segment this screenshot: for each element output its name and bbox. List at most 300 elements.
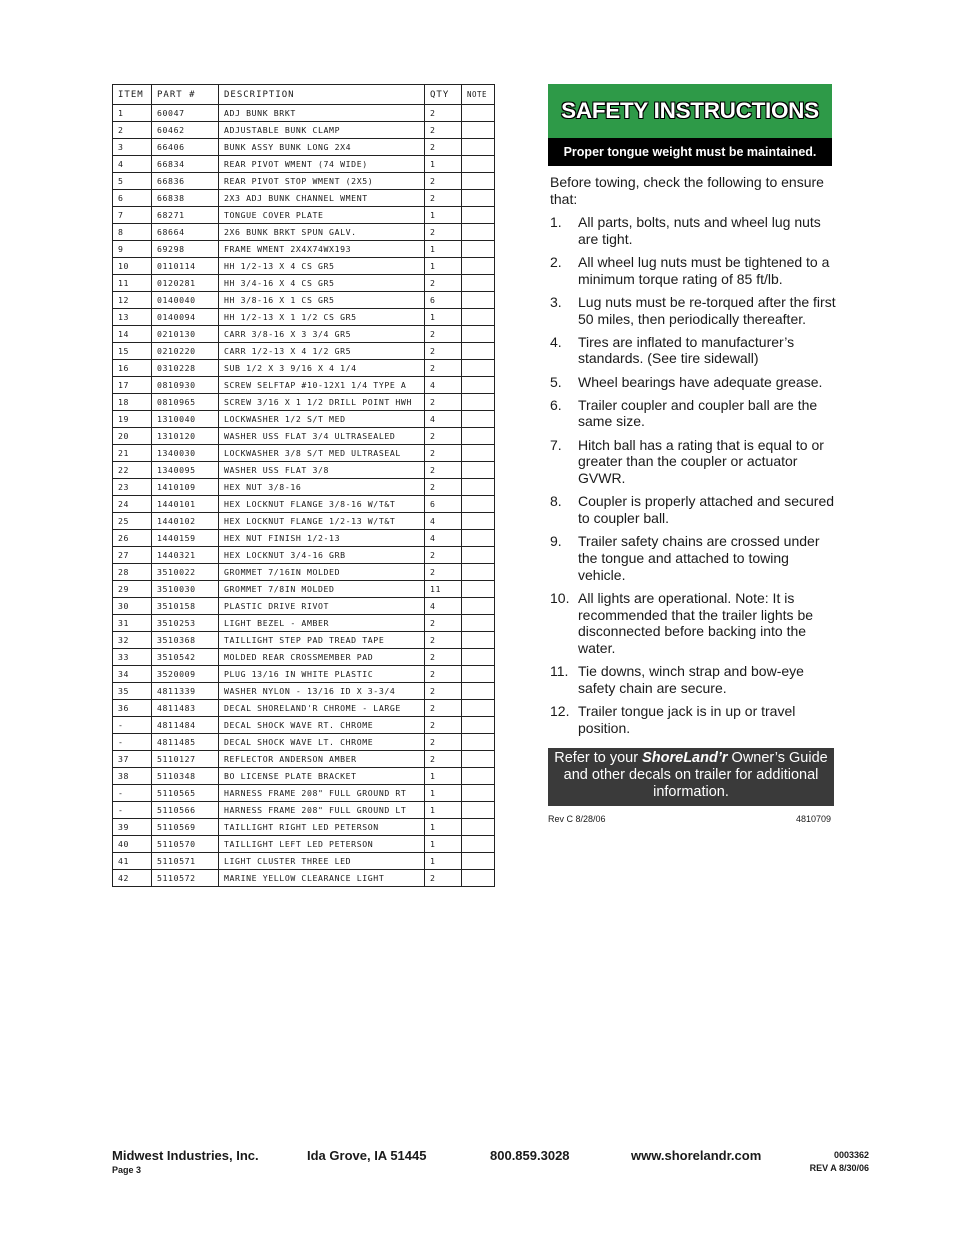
qty-cell: 2 — [425, 462, 462, 479]
note-cell — [462, 598, 495, 615]
item-cell: 2 — [113, 122, 152, 139]
table-row — [113, 751, 495, 768]
note-cell — [462, 411, 495, 428]
item-cell: 41 — [113, 853, 152, 870]
item-cell: 10 — [113, 258, 152, 275]
list-item-number: 6. — [550, 396, 562, 413]
item-cell: - — [113, 717, 152, 734]
description-cell: HEX LOCKNUT 3/4-16 GRB — [219, 547, 425, 564]
item-cell: 27 — [113, 547, 152, 564]
part-number-cell: 1340095 — [152, 462, 219, 479]
description-cell: PLASTIC DRIVE RIVOT — [219, 598, 425, 615]
note-cell — [462, 394, 495, 411]
list-item-text: Coupler is properly attached and secured to coupler ball. — [578, 493, 835, 527]
part-number-cell: 0110114 — [152, 258, 219, 275]
description-cell: LIGHT CLUSTER THREE LED — [219, 853, 425, 870]
table-row — [113, 224, 495, 241]
table-row — [113, 530, 495, 547]
note-cell — [462, 615, 495, 632]
item-cell: 33 — [113, 649, 152, 666]
safety-subtitle: Proper tongue weight must be maintained. — [548, 138, 832, 166]
description-cell: HEX NUT FINISH 1/2-13 — [219, 530, 425, 547]
description-cell: 2X6 BUNK BRKT SPUN GALV. — [219, 224, 425, 241]
part-number-cell: 60047 — [152, 105, 219, 122]
note-cell — [462, 292, 495, 309]
table-row — [113, 377, 495, 394]
part-number-cell: 0120281 — [152, 275, 219, 292]
footer-doc-code: 0003362 — [833, 1150, 869, 1160]
footer-page-number: Page 3 — [112, 1165, 142, 1175]
note-cell — [462, 445, 495, 462]
item-cell: 29 — [113, 581, 152, 598]
item-cell: 30 — [113, 598, 152, 615]
part-number-cell: 1440321 — [152, 547, 219, 564]
qty-cell: 2 — [425, 190, 462, 207]
list-item — [550, 437, 840, 487]
description-cell: HEX LOCKNUT FLANGE 1/2-13 W/T&T — [219, 513, 425, 530]
description-cell: DECAL SHORELAND'R CHROME - LARGE — [219, 700, 425, 717]
note-cell — [462, 139, 495, 156]
footer-doc-revision: REV A 8/30/06 — [809, 1163, 869, 1173]
part-number-cell: 4811483 — [152, 700, 219, 717]
parts-table-body — [113, 105, 495, 887]
owner-guide-note — [548, 748, 834, 806]
item-cell: 22 — [113, 462, 152, 479]
qty-cell: 2 — [425, 343, 462, 360]
description-cell: SCREW 3/16 X 1 1/2 DRILL POINT HWH — [219, 394, 425, 411]
part-number-cell: 66838 — [152, 190, 219, 207]
item-cell: 7 — [113, 207, 152, 224]
qty-cell: 11 — [425, 581, 462, 598]
part-number-cell: 66406 — [152, 139, 219, 156]
footer-phone: 800.859.3028 — [490, 1148, 570, 1163]
qty-cell: 2 — [425, 122, 462, 139]
part-number-cell: 1310040 — [152, 411, 219, 428]
part-number-cell: 0210220 — [152, 343, 219, 360]
part-number-cell: 4811484 — [152, 717, 219, 734]
part-number-cell: 5110569 — [152, 819, 219, 836]
part-number-cell: 5110566 — [152, 802, 219, 819]
part-number-cell: 1440159 — [152, 530, 219, 547]
qty-cell: 2 — [425, 479, 462, 496]
part-number-cell: 0140040 — [152, 292, 219, 309]
description-cell: ADJUSTABLE BUNK CLAMP — [219, 122, 425, 139]
item-cell: 3 — [113, 139, 152, 156]
table-row — [113, 122, 495, 139]
item-cell: 32 — [113, 632, 152, 649]
qty-cell: 2 — [425, 615, 462, 632]
qty-cell: 2 — [425, 326, 462, 343]
table-row — [113, 496, 495, 513]
item-cell: 26 — [113, 530, 152, 547]
safety-intro: Before towing, check the following to ensure that: — [550, 174, 824, 207]
header-note: NOTE — [462, 85, 495, 105]
list-item-number: 4. — [550, 333, 562, 350]
qty-cell: 2 — [425, 428, 462, 445]
part-number-cell: 5110572 — [152, 870, 219, 887]
list-item-number: 1. — [550, 214, 562, 230]
item-cell: 5 — [113, 173, 152, 190]
part-number-cell: 68664 — [152, 224, 219, 241]
qty-cell: 2 — [425, 666, 462, 683]
description-cell: HH 1/2-13 X 1 1/2 CS GR5 — [219, 309, 425, 326]
table-row — [113, 700, 495, 717]
note-cell — [462, 768, 495, 785]
qty-cell: 2 — [425, 547, 462, 564]
description-cell: TAILLIGHT STEP PAD TREAD TAPE — [219, 632, 425, 649]
part-number-cell: 5110571 — [152, 853, 219, 870]
table-row — [113, 819, 495, 836]
list-item-number: 12. — [550, 703, 570, 720]
list-item-text: Tie downs, winch strap and bow-eye safety chain are secure. — [578, 663, 804, 697]
part-number-cell: 1410109 — [152, 479, 219, 496]
note-cell — [462, 513, 495, 530]
note-cell — [462, 428, 495, 445]
description-cell: HH 1/2-13 X 4 CS GR5 — [219, 258, 425, 275]
item-cell: 20 — [113, 428, 152, 445]
note-cell — [462, 853, 495, 870]
part-number-cell: 0310228 — [152, 360, 219, 377]
item-cell: - — [113, 785, 152, 802]
note-cell — [462, 683, 495, 700]
description-cell: GROMMET 7/16IN MOLDED — [219, 564, 425, 581]
qty-cell: 2 — [425, 173, 462, 190]
decal-part-number: 4810709 — [796, 814, 832, 824]
table-row — [113, 190, 495, 207]
list-item-number: 7. — [550, 436, 562, 453]
description-cell: 2X3 ADJ BUNK CHANNEL WMENT — [219, 190, 425, 207]
item-cell: 9 — [113, 241, 152, 258]
part-number-cell: 5110570 — [152, 836, 219, 853]
part-number-cell: 60462 — [152, 122, 219, 139]
note-cell — [462, 802, 495, 819]
part-number-cell: 1310120 — [152, 428, 219, 445]
item-cell: 18 — [113, 394, 152, 411]
table-row — [113, 326, 495, 343]
item-cell: - — [113, 802, 152, 819]
part-number-cell: 3510158 — [152, 598, 219, 615]
qty-cell: 1 — [425, 156, 462, 173]
list-item-number: 11. — [550, 663, 569, 680]
qty-cell: 4 — [425, 530, 462, 547]
table-row — [113, 258, 495, 275]
note-cell — [462, 479, 495, 496]
note-cell — [462, 343, 495, 360]
list-item — [550, 214, 840, 248]
list-item — [550, 397, 840, 431]
description-cell: WASHER USS FLAT 3/8 — [219, 462, 425, 479]
table-row — [113, 411, 495, 428]
decal-revision: Rev C 8/28/06 — [548, 814, 606, 824]
list-item — [550, 294, 840, 328]
qty-cell: 1 — [425, 768, 462, 785]
list-item-number: 3. — [550, 293, 562, 310]
list-item — [550, 493, 840, 527]
note-cell — [462, 785, 495, 802]
qty-cell: 2 — [425, 751, 462, 768]
item-cell: 37 — [113, 751, 152, 768]
footer-company: Midwest Industries, Inc. — [112, 1148, 259, 1163]
description-cell: DECAL SHOCK WAVE LT. CHROME — [219, 734, 425, 751]
qty-cell: 1 — [425, 241, 462, 258]
part-number-cell: 3520009 — [152, 666, 219, 683]
table-row — [113, 173, 495, 190]
table-row — [113, 683, 495, 700]
item-cell: 4 — [113, 156, 152, 173]
header-item: ITEM — [113, 85, 152, 105]
footer-address: Ida Grove, IA 51445 — [307, 1148, 427, 1163]
description-cell: PLUG 13/16 IN WHITE PLASTIC — [219, 666, 425, 683]
description-cell: REAR PIVOT WMENT (74 WIDE) — [219, 156, 425, 173]
qty-cell: 1 — [425, 836, 462, 853]
table-row — [113, 343, 495, 360]
description-cell: MARINE YELLOW CLEARANCE LIGHT — [219, 870, 425, 887]
part-number-cell: 66836 — [152, 173, 219, 190]
qty-cell: 1 — [425, 258, 462, 275]
description-cell: SUB 1/2 X 3 9/16 X 4 1/4 — [219, 360, 425, 377]
part-number-cell: 3510253 — [152, 615, 219, 632]
table-row — [113, 462, 495, 479]
qty-cell: 4 — [425, 377, 462, 394]
note-cell — [462, 258, 495, 275]
note-cell — [462, 649, 495, 666]
description-cell: ADJ BUNK BRKT — [219, 105, 425, 122]
item-cell: 13 — [113, 309, 152, 326]
note-cell — [462, 700, 495, 717]
item-cell: - — [113, 734, 152, 751]
qty-cell: 2 — [425, 224, 462, 241]
table-row — [113, 564, 495, 581]
part-number-cell: 1440101 — [152, 496, 219, 513]
note-cell — [462, 173, 495, 190]
header-part-number: PART # — [152, 85, 219, 105]
note-cell — [462, 377, 495, 394]
qty-cell: 2 — [425, 275, 462, 292]
description-cell: DECAL SHOCK WAVE RT. CHROME — [219, 717, 425, 734]
item-cell: 42 — [113, 870, 152, 887]
list-item-text: Lug nuts must be re-torqued after the first 50 miles, then periodically thereafter. — [578, 293, 836, 327]
list-item-text: All wheel lug nuts must be tightened to a minimum torque rating of 85 ft/lb. — [578, 253, 830, 287]
note-cell — [462, 666, 495, 683]
note-cell — [462, 360, 495, 377]
list-item-text: All lights are operational. Note: It is recommended that the trailer lights be disconnected before backing into the water. — [578, 589, 814, 657]
item-cell: 16 — [113, 360, 152, 377]
item-cell: 40 — [113, 836, 152, 853]
part-number-cell: 0810965 — [152, 394, 219, 411]
qty-cell: 4 — [425, 411, 462, 428]
table-row — [113, 853, 495, 870]
part-number-cell: 3510030 — [152, 581, 219, 598]
description-cell: REAR PIVOT STOP WMENT (2X5) — [219, 173, 425, 190]
item-cell: 14 — [113, 326, 152, 343]
list-item — [550, 374, 840, 391]
owner-note-suffix: Owner’s Guide and other decals on trailer for additional information. — [563, 750, 828, 800]
note-cell — [462, 224, 495, 241]
qty-cell: 2 — [425, 870, 462, 887]
list-item-number: 9. — [550, 533, 562, 550]
parts-table — [112, 84, 495, 887]
note-cell — [462, 190, 495, 207]
note-cell — [462, 530, 495, 547]
note-cell — [462, 751, 495, 768]
table-row — [113, 309, 495, 326]
description-cell: HARNESS FRAME 208" FULL GROUND LT — [219, 802, 425, 819]
table-row — [113, 207, 495, 224]
note-cell — [462, 717, 495, 734]
table-row — [113, 394, 495, 411]
part-number-cell: 0210130 — [152, 326, 219, 343]
qty-cell: 2 — [425, 139, 462, 156]
description-cell: MOLDED REAR CROSSMEMBER PAD — [219, 649, 425, 666]
table-row — [113, 445, 495, 462]
description-cell: TONGUE COVER PLATE — [219, 207, 425, 224]
part-number-cell: 66834 — [152, 156, 219, 173]
description-cell: WASHER USS FLAT 3/4 ULTRASEALED — [219, 428, 425, 445]
description-cell: BUNK ASSY BUNK LONG 2X4 — [219, 139, 425, 156]
item-cell: 12 — [113, 292, 152, 309]
list-item-text: Trailer tongue jack is in up or travel position. — [578, 703, 796, 736]
note-cell — [462, 564, 495, 581]
qty-cell: 2 — [425, 734, 462, 751]
list-item-number: 5. — [550, 373, 562, 390]
table-row — [113, 139, 495, 156]
table-row — [113, 241, 495, 258]
item-cell: 38 — [113, 768, 152, 785]
table-row — [113, 105, 495, 122]
item-cell: 21 — [113, 445, 152, 462]
qty-cell: 1 — [425, 802, 462, 819]
part-number-cell: 0140094 — [152, 309, 219, 326]
table-row — [113, 479, 495, 496]
part-number-cell: 4811339 — [152, 683, 219, 700]
note-cell — [462, 241, 495, 258]
qty-cell: 1 — [425, 853, 462, 870]
item-cell: 23 — [113, 479, 152, 496]
item-cell: 39 — [113, 819, 152, 836]
note-cell — [462, 462, 495, 479]
qty-cell: 6 — [425, 496, 462, 513]
note-cell — [462, 734, 495, 751]
item-cell: 19 — [113, 411, 152, 428]
list-item-text: Trailer safety chains are crossed under the tongue and attached to towing vehicle. — [578, 533, 820, 583]
note-cell — [462, 496, 495, 513]
description-cell: LIGHT BEZEL - AMBER — [219, 615, 425, 632]
note-cell — [462, 275, 495, 292]
table-row — [113, 598, 495, 615]
list-item-text: All parts, bolts, nuts and wheel lug nuts are tight. — [578, 214, 821, 247]
note-cell — [462, 819, 495, 836]
part-number-cell: 5110565 — [152, 785, 219, 802]
description-cell: GROMMET 7/8IN MOLDED — [219, 581, 425, 598]
list-item — [550, 254, 840, 288]
description-cell: CARR 1/2-13 X 4 1/2 GR5 — [219, 343, 425, 360]
part-number-cell: 3510368 — [152, 632, 219, 649]
item-cell: 36 — [113, 700, 152, 717]
qty-cell: 1 — [425, 819, 462, 836]
part-number-cell: 5110127 — [152, 751, 219, 768]
note-cell — [462, 326, 495, 343]
description-cell: REFLECTOR ANDERSON AMBER — [219, 751, 425, 768]
list-item — [550, 703, 840, 737]
qty-cell: 2 — [425, 683, 462, 700]
part-number-cell: 4811485 — [152, 734, 219, 751]
owner-note-brand: ShoreLand’r — [642, 750, 728, 766]
table-row — [113, 275, 495, 292]
description-cell: CARR 3/8-16 X 3 3/4 GR5 — [219, 326, 425, 343]
list-item-number: 10. — [550, 589, 570, 606]
part-number-cell: 69298 — [152, 241, 219, 258]
item-cell: 25 — [113, 513, 152, 530]
table-row — [113, 734, 495, 751]
table-row — [113, 513, 495, 530]
list-item-text: Tires are inflated to manufacturer’s standards. (See tire sidewall) — [578, 333, 795, 367]
list-item — [550, 663, 840, 697]
part-number-cell: 3510022 — [152, 564, 219, 581]
qty-cell: 1 — [425, 309, 462, 326]
safety-header-box — [548, 84, 832, 166]
qty-cell: 2 — [425, 445, 462, 462]
table-row — [113, 360, 495, 377]
table-row — [113, 156, 495, 173]
item-cell: 31 — [113, 615, 152, 632]
description-cell: WASHER NYLON - 13/16 ID X 3-3/4 — [219, 683, 425, 700]
qty-cell: 2 — [425, 105, 462, 122]
table-row — [113, 717, 495, 734]
description-cell: HARNESS FRAME 208" FULL GROUND RT — [219, 785, 425, 802]
table-row — [113, 615, 495, 632]
owner-note-prefix: Refer to your — [554, 750, 643, 766]
description-cell: SCREW SELFTAP #10-12X1 1/4 TYPE A — [219, 377, 425, 394]
qty-cell: 2 — [425, 632, 462, 649]
safety-checklist — [550, 214, 840, 743]
note-cell — [462, 836, 495, 853]
list-item-text: Hitch ball has a rating that is equal to or greater than the coupler or actuator GVWR. — [578, 436, 824, 487]
qty-cell: 2 — [425, 394, 462, 411]
description-cell: FRAME WMENT 2X4X74WX193 — [219, 241, 425, 258]
part-number-cell: 1340030 — [152, 445, 219, 462]
table-row — [113, 547, 495, 564]
note-cell — [462, 309, 495, 326]
item-cell: 11 — [113, 275, 152, 292]
list-item — [550, 533, 840, 583]
description-cell: LOCKWASHER 3/8 S/T MED ULTRASEAL — [219, 445, 425, 462]
table-row — [113, 581, 495, 598]
item-cell: 28 — [113, 564, 152, 581]
part-number-cell: 68271 — [152, 207, 219, 224]
header-description: DESCRIPTION — [219, 85, 425, 105]
part-number-cell: 5110348 — [152, 768, 219, 785]
table-row — [113, 870, 495, 887]
table-row — [113, 768, 495, 785]
qty-cell: 4 — [425, 598, 462, 615]
qty-cell: 2 — [425, 564, 462, 581]
list-item-number: 8. — [550, 493, 562, 510]
item-cell: 24 — [113, 496, 152, 513]
note-cell — [462, 105, 495, 122]
item-cell: 35 — [113, 683, 152, 700]
description-cell: BO LICENSE PLATE BRACKET — [219, 768, 425, 785]
list-item-text: Wheel bearings have adequate grease. — [578, 373, 823, 390]
list-item — [550, 590, 840, 657]
qty-cell: 2 — [425, 360, 462, 377]
qty-cell: 2 — [425, 649, 462, 666]
table-row — [113, 802, 495, 819]
description-cell: TAILLIGHT LEFT LED PETERSON — [219, 836, 425, 853]
table-row — [113, 666, 495, 683]
note-cell — [462, 870, 495, 887]
table-row — [113, 649, 495, 666]
table-row — [113, 292, 495, 309]
